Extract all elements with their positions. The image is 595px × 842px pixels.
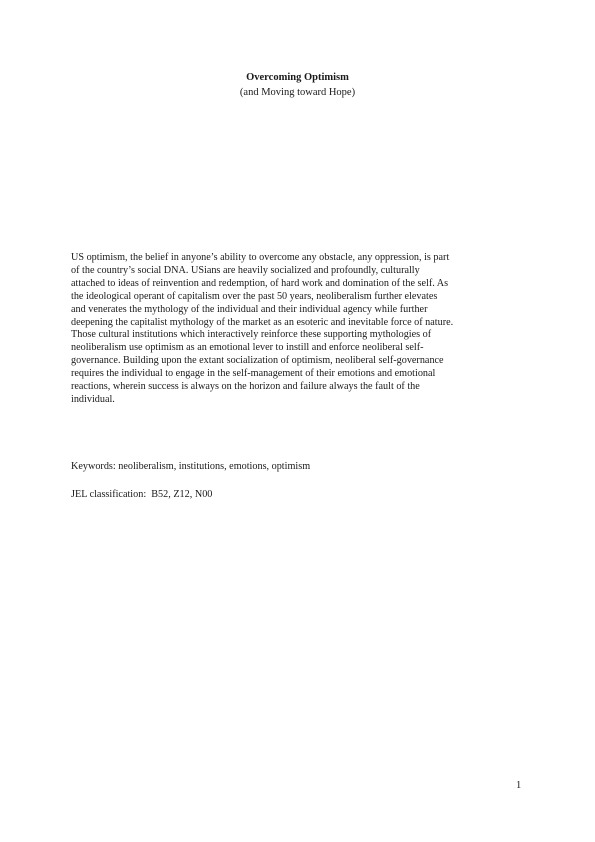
abstract-line: individual. xyxy=(71,393,115,405)
abstract xyxy=(71,252,525,407)
abstract-line: Those cultural institutions which interactively reinforce these supporting mythologies of xyxy=(71,329,432,341)
abstract-line: and venerates the mythology of the individual and their individual agency while further xyxy=(71,303,428,315)
abstract-line: governance. Building upon the extant socialization of optimism, neoliberal self-governance xyxy=(71,355,444,367)
paper-title: Overcoming Optimism xyxy=(246,72,349,83)
page-number: 1 xyxy=(516,780,522,791)
keywords: Keywords: neoliberalism, institutions, emotions, optimism xyxy=(71,461,311,472)
abstract-line: reactions, wherein success is always on the horizon and failure always the fault of the xyxy=(71,381,420,393)
abstract-line: neoliberalism use optimism as an emotional lever to instill and enforce neoliberal self- xyxy=(71,342,424,354)
jel-classification: JEL classification: B52, Z12, N00 xyxy=(71,489,213,500)
abstract-line: attached to ideas of reinvention and redemption, of hard work and domination of the self. As xyxy=(71,277,449,289)
paper-subtitle: (and Moving toward Hope) xyxy=(239,87,356,98)
abstract-line: deepening the capitalist mythology of the market as an esoteric and inevitable force of nature. xyxy=(71,316,454,328)
abstract-line: of the country’s social DNA. USians are heavily socialized and profoundly, culturally xyxy=(71,264,420,276)
abstract-line: US optimism, the belief in anyone’s ability to overcome any obstacle, any oppression, is part xyxy=(71,252,450,263)
abstract-line: the ideological operant of capitalism over the past 50 years, neoliberalism further elevates xyxy=(71,290,438,302)
abstract-line: requires the individual to engage in the self-management of their emotions and emotional xyxy=(71,368,436,380)
